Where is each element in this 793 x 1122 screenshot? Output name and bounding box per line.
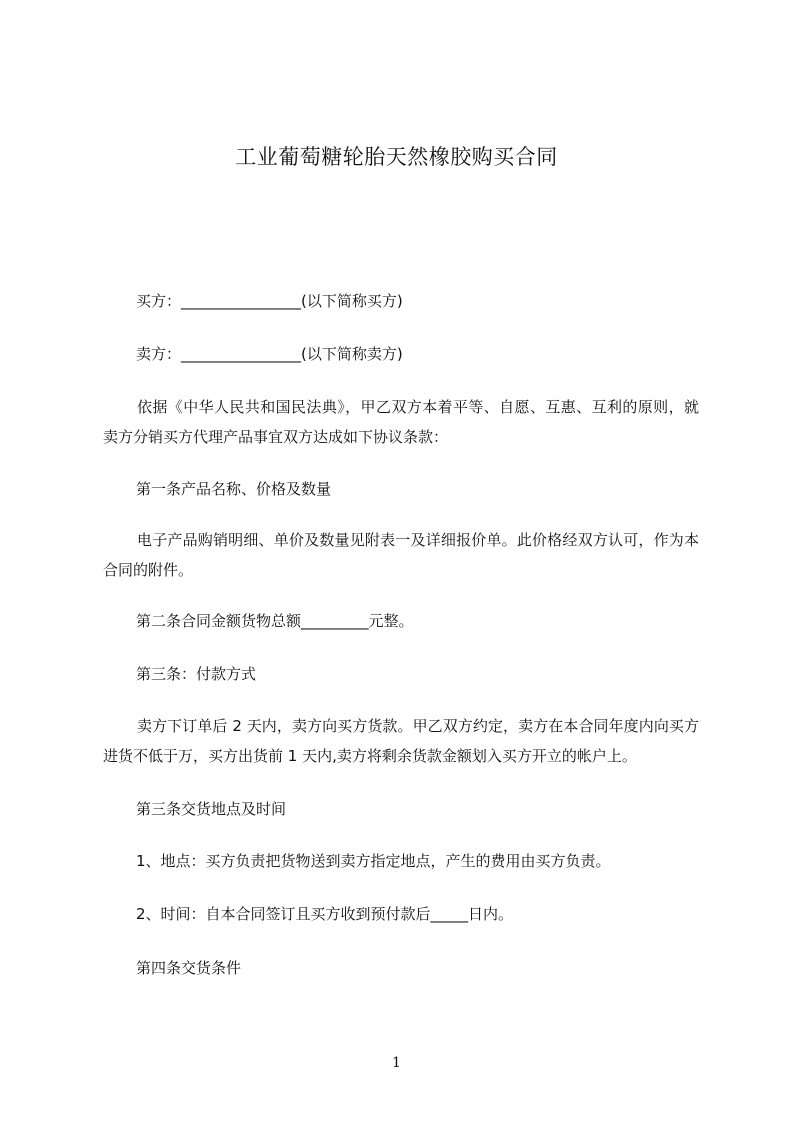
page-number: 1 xyxy=(392,1055,401,1071)
buyer-line: 买方：________________(以下简称买方) xyxy=(136,292,403,310)
item-2-time: 2、时间：自本合同签订且买方收到预付款后_____日内。 xyxy=(136,905,514,923)
article-2-line: 第二条合同金额货物总额_________元整。 xyxy=(136,612,414,630)
document-title: 工业葡萄糖轮胎天然橡胶购买合同 xyxy=(235,145,558,169)
article-4-heading: 第四条交货条件 xyxy=(136,959,242,977)
article-1-paragraph: 电子产品购销明细、单价及数量见附表一及详细报价单。此价格经双方认可，作为本合同的附件。 xyxy=(103,531,699,579)
article-3-heading: 第三条：付款方式 xyxy=(136,665,257,683)
article-3-paragraph: 卖方下订单后 2 天内，卖方向买方货款。甲乙双方约定，卖方在本合同年度内向买方进货不低于万，买方出货前 1 天内,卖方将剩余货款金额划入买方开立的帐户上。 xyxy=(103,717,699,765)
intro-paragraph: 依据《中华人民共和国民法典》，甲乙双方本着平等、自愿、互惠、互利的原则，就卖方分销买方代理产品事宜双方达成如下协议条款： xyxy=(103,398,699,446)
item-1-location: 1、地点：买方负责把货物送到卖方指定地点，产生的费用由买方负责。 xyxy=(136,852,611,870)
article-3b-heading: 第三条交货地点及时间 xyxy=(136,800,287,818)
seller-line: 卖方：________________(以下简称卖方) xyxy=(136,345,403,363)
article-1-heading: 第一条产品名称、价格及数量 xyxy=(136,480,332,498)
